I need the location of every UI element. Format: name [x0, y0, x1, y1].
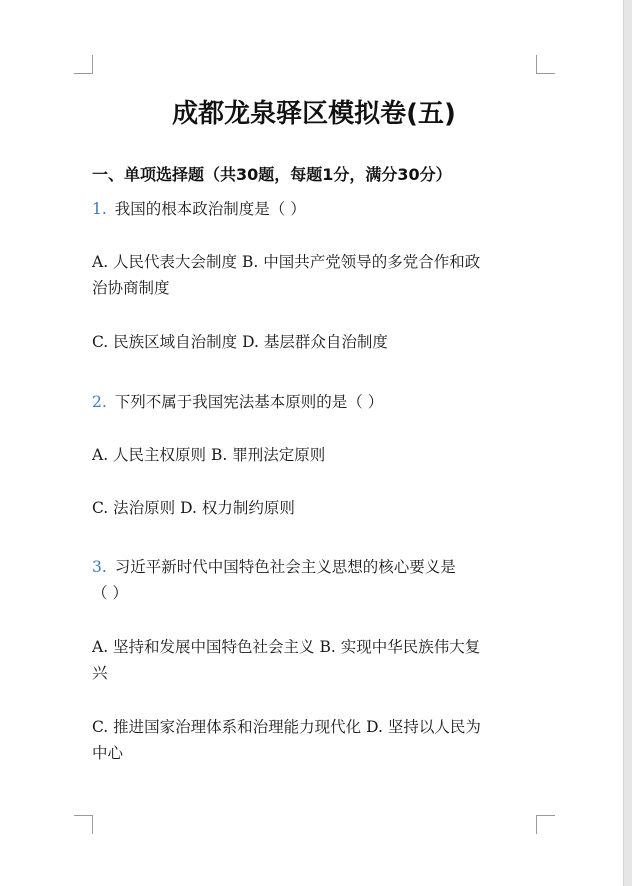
margin-corner-bottom-left [74, 815, 93, 834]
option-line: C. 推进国家治理体系和治理能力现代化 D. 坚持以人民为 [92, 718, 481, 736]
question-3 [92, 554, 532, 606]
margin-corner-bottom-right [536, 815, 555, 834]
question-text: 习近平新时代中国特色社会主义思想的核心要义是 [114, 558, 456, 576]
question-number: 1. [92, 200, 107, 218]
question-2 [92, 389, 532, 415]
option-line: A. 人民主权原则 B. 罪刑法定原则 [92, 446, 326, 464]
document-title: 成都龙泉驿区模拟卷(五) [172, 99, 456, 129]
margin-corner-top-right [536, 55, 555, 74]
option-line: C. 法治原则 D. 权力制约原则 [92, 499, 295, 517]
margin-corner-top-left [74, 55, 93, 74]
question-1 [92, 196, 532, 222]
option-line: A. 人民代表大会制度 B. 中国共产党领导的多党合作和政 [92, 253, 481, 271]
question-text: 我国的根本政治制度是（ ） [114, 200, 306, 218]
option-line-continued: 中心 [92, 744, 124, 762]
question-1-options-ab [92, 249, 532, 301]
option-line: A. 坚持和发展中国特色社会主义 B. 实现中华民族伟大复 [92, 638, 481, 656]
question-2-options-ab [92, 442, 532, 468]
section-heading: 一、单项选择题（共30题，每题1分，满分30分） [92, 165, 452, 184]
question-3-options-cd [92, 714, 532, 766]
question-3-options-ab [92, 634, 532, 686]
question-1-options-cd [92, 329, 532, 355]
question-2-options-cd [92, 495, 532, 521]
option-line-continued: 兴 [92, 664, 108, 682]
question-text: 下列不属于我国宪法基本原则的是（ ） [114, 393, 384, 411]
option-line-continued: 治协商制度 [92, 279, 170, 297]
option-line: C. 民族区域自治制度 D. 基层群众自治制度 [92, 333, 388, 351]
question-text-continued: （ ） [92, 584, 128, 602]
window-edge [623, 0, 632, 886]
question-number: 3. [92, 558, 107, 576]
question-number: 2. [92, 393, 107, 411]
